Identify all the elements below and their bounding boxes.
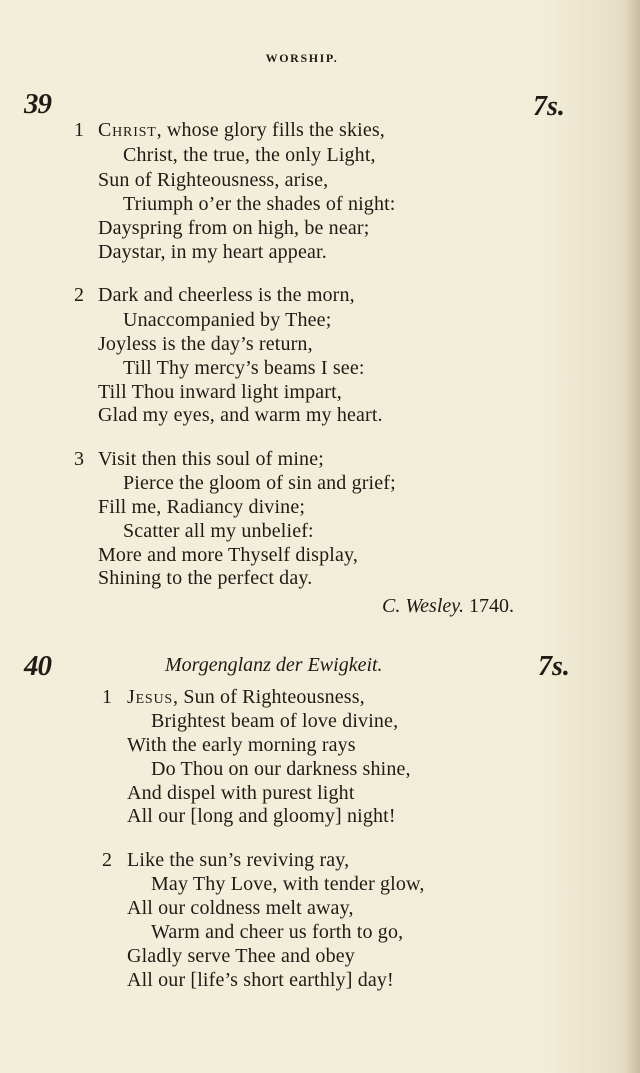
verse-number: 2 <box>102 849 112 871</box>
verse-line: With the early morning rays <box>127 734 356 756</box>
hymn-number: 39 <box>24 88 51 120</box>
hymn-meter: 7s. <box>533 91 565 122</box>
verse-line: Joyless is the day’s return, <box>98 333 313 355</box>
verse-line: Till Thy mercy’s beams I see: <box>123 357 365 379</box>
verse-line-text: , whose glory fills the skies, <box>156 119 385 141</box>
verse-line: Like the sun’s reviving ray, <box>127 849 350 871</box>
verse-line: Dayspring from on high, be near; <box>98 217 370 239</box>
verse-line: Unaccompanied by Thee; <box>123 309 332 331</box>
hymn-title: Morgenglanz der Ewigkeit. <box>165 654 383 676</box>
verse-line: And dispel with purest light <box>127 782 355 804</box>
verse-number: 1 <box>74 119 84 141</box>
verse-line: Daystar, in my heart appear. <box>98 241 327 263</box>
verse-line: All our [life’s short earthly] day! <box>127 969 394 991</box>
verse-line: Dark and cheerless is the morn, <box>98 284 355 306</box>
verse-line: Glad my eyes, and warm my heart. <box>98 404 383 426</box>
verse-line: Fill me, Radiancy divine; <box>98 496 306 518</box>
verse-line: Triumph o’er the shades of night: <box>123 193 396 215</box>
verse-line <box>98 119 385 142</box>
page-edge-shadow <box>626 0 640 1073</box>
verse-line: All our coldness melt away, <box>127 897 354 919</box>
verse-line: Gladly serve Thee and obey <box>127 945 355 967</box>
verse-number: 3 <box>74 448 84 470</box>
verse-line: Till Thou inward light impart, <box>98 381 342 403</box>
verse-line: More and more Thyself display, <box>98 544 358 566</box>
verse-line <box>127 686 365 709</box>
verse-lead-word: Jesus <box>127 686 174 708</box>
verse-line: Scatter all my unbelief: <box>123 520 314 542</box>
verse-line: All our [long and gloomy] night! <box>127 805 396 827</box>
verse-line: Pierce the gloom of sin and grief; <box>123 472 396 494</box>
running-head: WORSHIP. <box>265 51 339 65</box>
verse-line: Visit then this soul of mine; <box>98 448 324 470</box>
attribution-year: 1740. <box>469 595 515 617</box>
verse-lead-word: Christ <box>98 119 157 141</box>
verse-line-text: , Sun of Righteousness, <box>173 686 365 708</box>
hymn-meter: 7s. <box>538 651 570 682</box>
author-name: C. Wesley. <box>382 595 465 617</box>
verse-line: May Thy Love, with tender glow, <box>151 873 425 895</box>
hymn-attribution <box>382 595 514 618</box>
verse-line: Do Thou on our darkness shine, <box>151 758 411 780</box>
hymn-number: 40 <box>24 650 51 682</box>
verse-line: Brightest beam of love divine, <box>151 710 399 732</box>
verse-line: Christ, the true, the only Light, <box>123 144 376 166</box>
verse-number: 2 <box>74 284 84 306</box>
verse-line: Warm and cheer us forth to go, <box>151 921 404 943</box>
verse-line: Sun of Righteousness, arise, <box>98 169 329 191</box>
verse-line: Shining to the perfect day. <box>98 567 313 589</box>
verse-number: 1 <box>102 686 112 708</box>
